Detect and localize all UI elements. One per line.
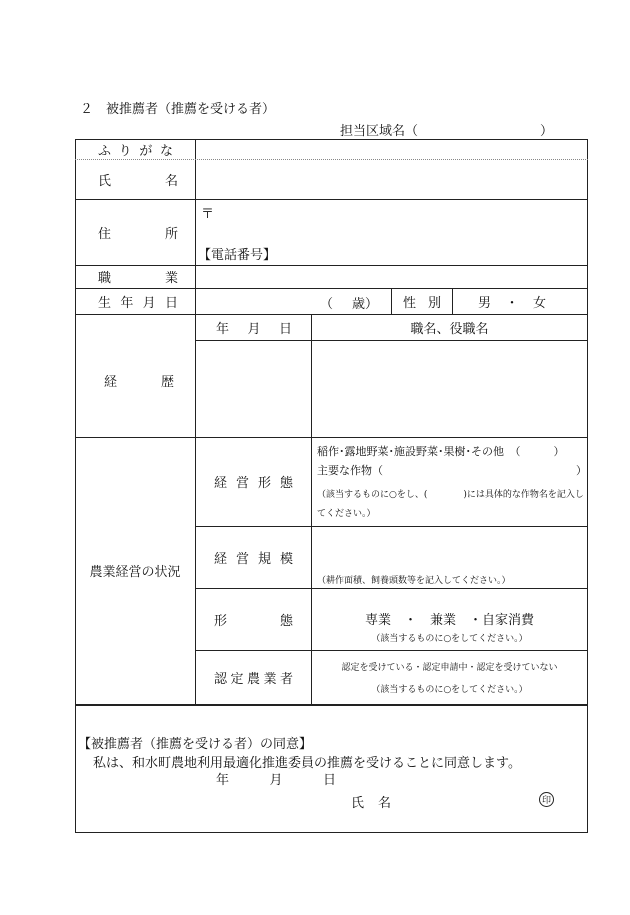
- gender-label: 性 別: [403, 295, 441, 311]
- farm-scale-note: （耕作面積、飼養頭数等を記入してください。）: [317, 576, 511, 586]
- main-crop-open: 主要な作物（: [317, 464, 383, 477]
- main-crop-close: ）: [576, 464, 587, 477]
- consent-date: 年 月 日: [216, 772, 336, 788]
- consent-title: 【被推薦者（推薦を受ける者）の同意】: [78, 737, 313, 752]
- occupation-label: 職 業: [98, 271, 178, 286]
- farming-label: 農業経営の状況: [89, 564, 181, 580]
- furigana-label: ふ り が な: [98, 143, 173, 159]
- name-label: 氏 名: [98, 173, 178, 189]
- section-title: ２ 被推薦者（推薦を受ける者）: [80, 102, 276, 117]
- label-column-divider: [195, 139, 196, 705]
- gender-options: 男 ・ 女: [478, 295, 546, 311]
- farm-type-note-1: （該当するものに○をし、( )には具体的な作物名を記入し: [317, 490, 584, 500]
- phone-label: 【電話番号】: [198, 248, 277, 263]
- career-label: 経 歴: [104, 374, 174, 390]
- seal-icon: 印: [539, 792, 554, 807]
- birthdate-label: 生 年 月 日: [98, 295, 178, 311]
- postal-mark: 〒: [201, 207, 215, 222]
- career-header-bottom: [195, 340, 588, 341]
- address-label: 住 所: [98, 226, 178, 242]
- farm-form-options: 専業 ・ 兼業 ・自家消費: [364, 612, 534, 628]
- gender-divider: [452, 288, 453, 314]
- certified-farmer-note: （該当するものに○をしてください。）: [371, 684, 528, 695]
- certified-farmer-options: 認定を受けている・認定申請中・認定を受けていない: [341, 662, 558, 673]
- age-close: 歳）: [352, 297, 379, 312]
- district-close: ）: [540, 124, 554, 139]
- career-row-bottom: [75, 437, 588, 438]
- farm-type-label: 経 営 形 態: [214, 476, 293, 491]
- farm-type-note-2: てください。）: [317, 509, 376, 519]
- career-date-header: 年 月 日: [216, 321, 292, 337]
- career-position-header: 職名、役職名: [410, 321, 489, 337]
- district-label: 担当区域名（: [340, 124, 419, 139]
- farm-type-options: 稲作･露地野菜･施設野菜･果樹･その他 （ ）: [317, 445, 565, 458]
- consent-name-label: 氏 名: [351, 795, 391, 811]
- certified-farmer-label: 認 定 農 業 者: [214, 672, 293, 687]
- birthdate-age-divider: [391, 288, 392, 314]
- consent-text: 私は、和水町農地利用最適化推進委員の推薦を受けることに同意します。: [93, 756, 521, 771]
- farm-form-label: 形 態: [214, 613, 293, 629]
- farm-form-note: （該当するものに○をしてください。）: [371, 633, 528, 644]
- age-open: （: [320, 297, 334, 312]
- farm-scale-label: 経 営 規 模: [214, 551, 293, 567]
